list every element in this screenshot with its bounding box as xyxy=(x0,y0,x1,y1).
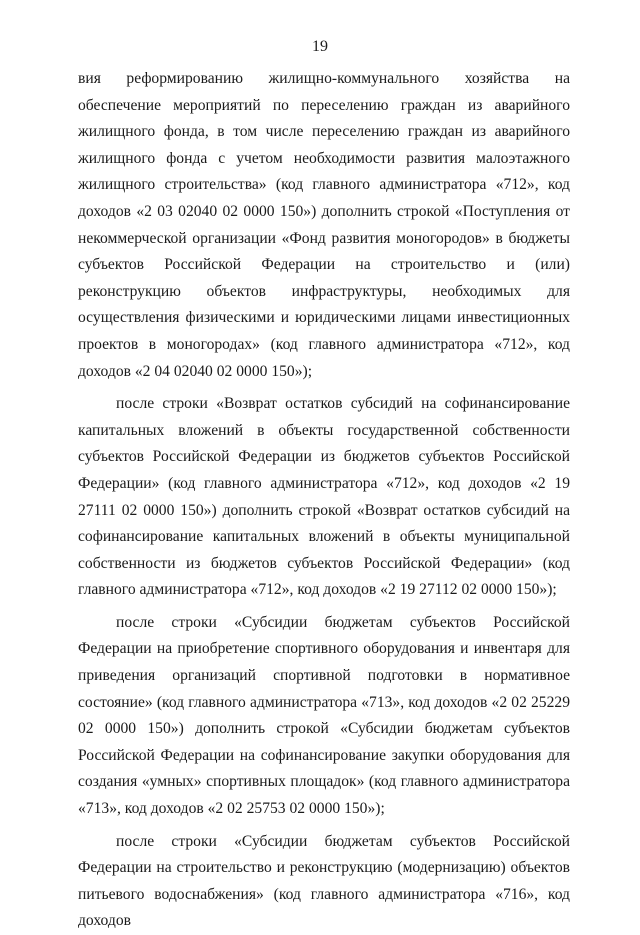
paragraph-return-of-subsidies: после строки «Возврат остатков субсидий на софинансирование капитальных вложений в объекты государственной собственности субъектов Российской Федерации из бюджетов субъектов Российской Федерации» (код главного администратора «712», код доходов «2 19 27111 02 0000 150») дополнить строкой «Возврат остатков субсидий на софинансирование капитальных вложений в объекты муниципальной собственности из бюджетов субъектов Российской Федерации» (код главного администратора «712», код доходов «2 19 27112 02 0000 150»); xyxy=(78,395,570,599)
paragraph-sports-subsidies: после строки «Субсидии бюджетам субъектов Российской Федерации на приобретение спортивного оборудования и инвентаря для приведения организаций спортивной подготовки в нормативное состояние» (код главного администратора «713», код доходов «2 02 25229 02 0000 150») дополнить строкой «Субсидии бюджетам субъектов Российской Федерации на софинансирование закупки оборудования для создания «умных» спортивных площадок» (код главного администратора «713», код доходов «2 02 25753 02 0000 150»); xyxy=(78,613,570,818)
paragraph-continuation: вия реформированию жилищно-коммунального хозяйства на обеспечение мероприятий по переселению граждан из аварийного жилищного фонда, в том числе переселению граждан из аварийного жилищного фонда с учетом необходимости развития малоэтажного жилищного строительства» (код главного администратора «712», код доходов «2 03 02040 02 0000 150») дополнить строкой «Поступления от некоммерческой организации «Фонд развития моногородов» в бюджеты субъектов Российской Федерации на строительство и (или) реконструкцию объектов инфраструктуры, необходимых для осуществления физическими и юридическими лицами инвестиционных проектов в моногородах» (код главного администратора «712», код доходов «2 04 02040 02 0000 150»); xyxy=(78,70,570,380)
body-text xyxy=(78,66,570,935)
page-number: 19 xyxy=(312,38,328,55)
paragraph-water-supply-subsidies: после строки «Субсидии бюджетам субъектов Российской Федерации на строительство и реконструкцию (модернизацию) объектов питьевого водоснабжения» (код главного администратора «716», код доходов xyxy=(78,832,570,930)
